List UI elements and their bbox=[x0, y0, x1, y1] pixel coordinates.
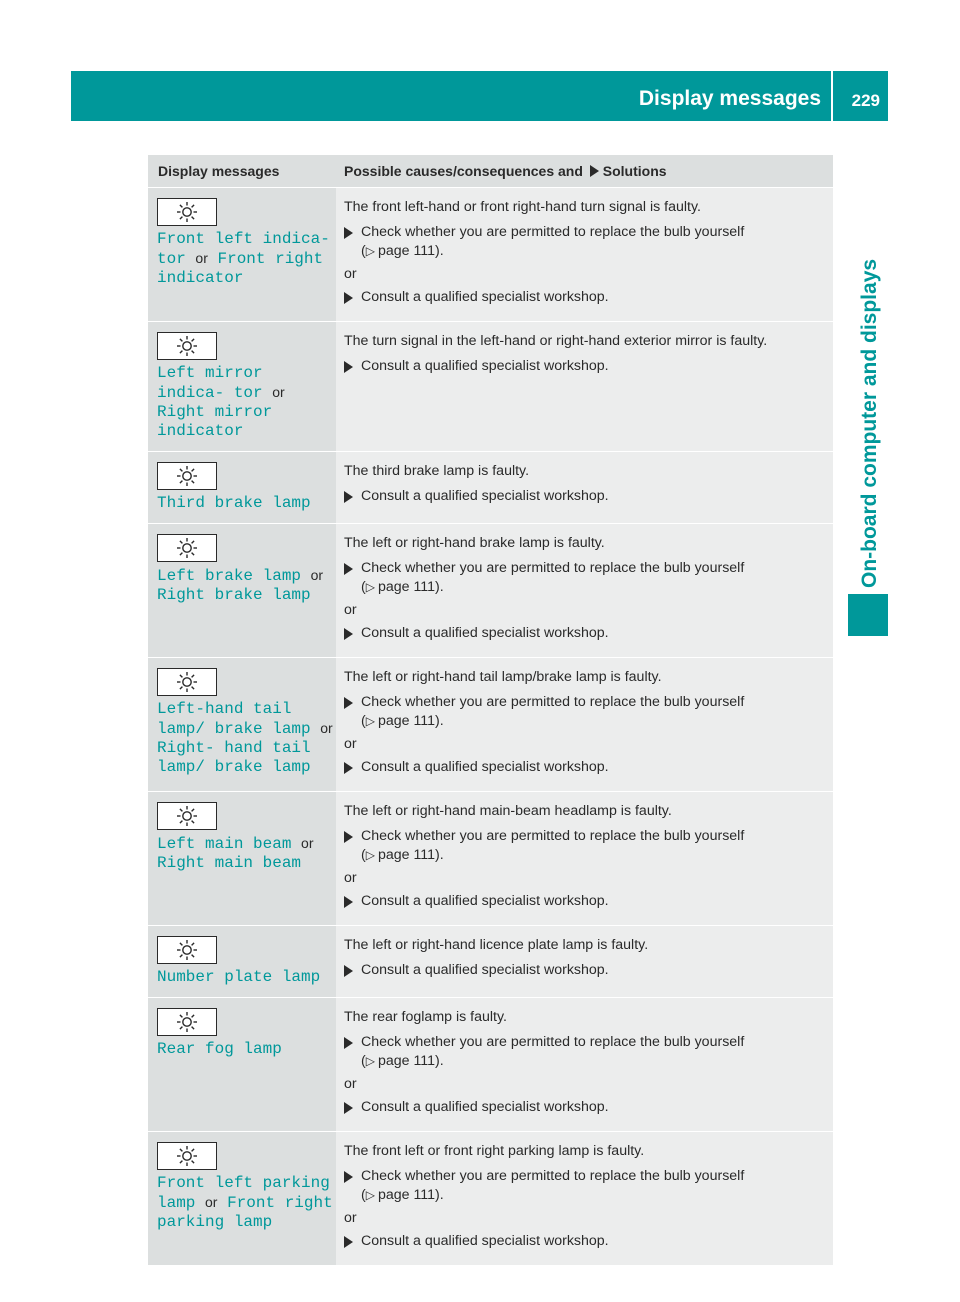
solution-step bbox=[344, 1098, 825, 1117]
arrow-right-icon bbox=[344, 361, 353, 373]
column-header-solutions-label: Solutions bbox=[602, 163, 667, 179]
cause-text: The front left-hand or front right-hand turn signal is faulty. bbox=[344, 199, 701, 215]
cause-text: The front left or front right parking lamp is faulty. bbox=[344, 1143, 645, 1159]
solution-step bbox=[344, 357, 825, 376]
cause-text: The left or right-hand licence plate lamp is faulty. bbox=[344, 937, 649, 953]
solution-text: Consult a qualified specialist workshop. bbox=[361, 358, 609, 374]
table-row bbox=[148, 657, 833, 791]
solution-text: Check whether you are permitted to replace the bulb yourself bbox=[361, 1168, 745, 1184]
solution-text: Consult a qualified specialist workshop. bbox=[361, 1233, 609, 1249]
solution-step bbox=[344, 624, 825, 643]
solution-text: Consult a qualified specialist workshop. bbox=[361, 625, 609, 641]
or-text: or bbox=[205, 1194, 218, 1210]
table-row bbox=[148, 997, 833, 1131]
table-row bbox=[148, 451, 833, 523]
bulb-icon bbox=[157, 1142, 217, 1170]
display-message bbox=[157, 230, 336, 288]
page-reference-link[interactable]: page 111). bbox=[377, 1053, 444, 1069]
or-text: or bbox=[344, 736, 357, 752]
or-text: or bbox=[195, 250, 208, 266]
side-tab-marker bbox=[848, 594, 888, 636]
cause-text: The left or right-hand brake lamp is faulty. bbox=[344, 535, 605, 551]
side-tab-label: On-board computer and displays bbox=[858, 258, 881, 588]
page-ref-icon: ▷ bbox=[365, 1188, 375, 1202]
message-text: Left-hand tail lamp/ brake lamp bbox=[157, 700, 311, 738]
message-text: Left mirror indica‐ tor bbox=[157, 364, 263, 402]
table-body bbox=[148, 187, 833, 1265]
solution-text: Check whether you are permitted to replace the bulb yourself bbox=[361, 224, 745, 240]
message-cell bbox=[148, 792, 336, 925]
header-divider bbox=[831, 71, 833, 121]
message-cell bbox=[148, 1132, 336, 1265]
display-messages-table bbox=[148, 155, 833, 1265]
message-cell bbox=[148, 524, 336, 657]
arrow-right-icon bbox=[344, 1102, 353, 1114]
display-message bbox=[157, 1040, 336, 1059]
message-text-alt: Right main beam bbox=[157, 854, 302, 872]
solution-cell bbox=[336, 792, 833, 925]
cause-text: The left or right-hand main-beam headlamp is faulty. bbox=[344, 803, 672, 819]
message-text: Left brake lamp bbox=[157, 567, 302, 585]
solution-cell bbox=[336, 524, 833, 657]
arrow-right-icon bbox=[344, 628, 353, 640]
page-title: Display messages bbox=[638, 87, 821, 110]
message-text-alt: Right brake lamp bbox=[157, 586, 311, 604]
table-row bbox=[148, 791, 833, 925]
message-text: Front left indica‐ tor bbox=[157, 230, 330, 268]
message-text: Third brake lamp bbox=[157, 494, 311, 512]
solution-text: Consult a qualified specialist workshop. bbox=[361, 759, 609, 775]
solution-text: Consult a qualified specialist workshop. bbox=[361, 1099, 609, 1115]
solution-step bbox=[344, 758, 825, 777]
message-cell bbox=[148, 188, 336, 321]
message-cell bbox=[148, 322, 336, 451]
arrow-right-icon bbox=[344, 1037, 353, 1049]
table-row bbox=[148, 187, 833, 321]
solution-step bbox=[344, 892, 825, 911]
message-text-alt: Front right indicator bbox=[157, 250, 324, 287]
message-text-alt: Right- hand tail lamp/ brake lamp bbox=[157, 739, 311, 776]
solution-text: Check whether you are permitted to replace the bulb yourself bbox=[361, 1034, 745, 1050]
solution-text: Check whether you are permitted to replace the bulb yourself bbox=[361, 560, 745, 576]
solution-step: Check whether you are permitted to replace the bulb yourself (▷ page 111). bbox=[344, 1033, 825, 1071]
solution-cell bbox=[336, 1132, 833, 1265]
solution-cell bbox=[336, 452, 833, 523]
cause-text: The third brake lamp is faulty. bbox=[344, 463, 530, 479]
column-header-causes bbox=[328, 155, 833, 187]
arrow-right-icon bbox=[344, 697, 353, 709]
message-cell bbox=[148, 926, 336, 997]
display-message bbox=[157, 700, 336, 777]
arrow-right-icon bbox=[344, 1171, 353, 1183]
message-text-alt: Right mirror indicator bbox=[157, 403, 273, 440]
display-message bbox=[157, 566, 336, 605]
solution-step: Check whether you are permitted to replace the bulb yourself (▷ page 111). bbox=[344, 223, 825, 261]
solution-step bbox=[344, 288, 825, 307]
cause-text: The left or right-hand tail lamp/brake lamp is faulty. bbox=[344, 669, 662, 685]
display-message bbox=[157, 834, 336, 873]
page-number: 229 bbox=[851, 91, 880, 110]
arrow-right-icon bbox=[344, 491, 353, 503]
table-row bbox=[148, 523, 833, 657]
or-text: or bbox=[344, 1076, 357, 1092]
cause-text: The rear foglamp is faulty. bbox=[344, 1009, 507, 1025]
solution-text: Check whether you are permitted to replace the bulb yourself bbox=[361, 694, 745, 710]
message-cell bbox=[148, 452, 336, 523]
page-ref-icon: ▷ bbox=[365, 714, 375, 728]
bulb-icon bbox=[157, 198, 217, 226]
message-cell bbox=[148, 658, 336, 791]
page-reference-link[interactable]: page 111). bbox=[377, 713, 444, 729]
solution-cell bbox=[336, 322, 833, 451]
or-text: or bbox=[301, 835, 314, 851]
bulb-icon bbox=[157, 668, 217, 696]
solution-text: Consult a qualified specialist workshop. bbox=[361, 893, 609, 909]
page-reference-link[interactable]: page 111). bbox=[377, 1187, 444, 1203]
bulb-icon bbox=[157, 462, 217, 490]
bulb-icon bbox=[157, 802, 217, 830]
solution-step: Check whether you are permitted to replace the bulb yourself (▷ page 111). bbox=[344, 693, 825, 731]
display-message bbox=[157, 1174, 336, 1232]
bulb-icon bbox=[157, 1008, 217, 1036]
solution-text: Consult a qualified specialist workshop. bbox=[361, 488, 609, 504]
bulb-icon bbox=[157, 332, 217, 360]
page-ref-icon: ▷ bbox=[365, 1054, 375, 1068]
message-text: Left main beam bbox=[157, 835, 292, 853]
or-text: or bbox=[344, 1210, 357, 1226]
message-cell bbox=[148, 998, 336, 1131]
side-tab bbox=[834, 148, 882, 588]
message-text-alt: Front right parking lamp bbox=[157, 1194, 333, 1231]
arrow-right-icon bbox=[344, 292, 353, 304]
solution-text: Check whether you are permitted to replace the bulb yourself bbox=[361, 828, 745, 844]
column-header-messages: Display messages bbox=[158, 163, 280, 179]
bulb-icon bbox=[157, 936, 217, 964]
table-header bbox=[148, 155, 833, 187]
column-header-causes-label: Possible causes/consequences and bbox=[344, 163, 583, 179]
arrow-right-icon bbox=[344, 227, 353, 239]
arrow-right-icon bbox=[344, 1236, 353, 1248]
table-row bbox=[148, 1131, 833, 1265]
page-reference-link[interactable]: page 111). bbox=[377, 579, 444, 595]
solution-step: Check whether you are permitted to replace the bulb yourself (▷ page 111). bbox=[344, 559, 825, 597]
or-text: or bbox=[344, 602, 357, 618]
message-text: Front left parking lamp bbox=[157, 1174, 330, 1212]
or-text: or bbox=[320, 720, 333, 736]
bulb-icon bbox=[157, 534, 217, 562]
header-bar bbox=[71, 71, 888, 121]
arrow-right-icon bbox=[344, 831, 353, 843]
page-ref-icon: ▷ bbox=[365, 848, 375, 862]
cause-text: The turn signal in the left-hand or right-hand exterior mirror is faulty. bbox=[344, 333, 768, 349]
arrow-right-icon bbox=[344, 965, 353, 977]
arrow-right-icon bbox=[344, 762, 353, 774]
solution-step bbox=[344, 961, 825, 980]
display-message bbox=[157, 494, 336, 513]
arrow-right-icon bbox=[344, 896, 353, 908]
solution-step: Check whether you are permitted to replace the bulb yourself (▷ page 111). bbox=[344, 827, 825, 865]
page-reference-link[interactable]: page 111). bbox=[377, 847, 444, 863]
solution-step bbox=[344, 487, 825, 506]
page-ref-icon: ▷ bbox=[365, 244, 375, 258]
message-text: Number plate lamp bbox=[157, 968, 321, 986]
solution-step: Check whether you are permitted to replace the bulb yourself (▷ page 111). bbox=[344, 1167, 825, 1205]
or-text: or bbox=[344, 266, 357, 282]
page-reference-link[interactable]: page 111). bbox=[377, 243, 444, 259]
or-text: or bbox=[272, 384, 285, 400]
solution-cell bbox=[336, 926, 833, 997]
solution-text: Consult a qualified specialist workshop. bbox=[361, 962, 609, 978]
arrow-right-icon bbox=[344, 563, 353, 575]
solution-cell bbox=[336, 188, 833, 321]
display-message bbox=[157, 968, 336, 987]
display-message bbox=[157, 364, 336, 441]
table-row bbox=[148, 321, 833, 451]
page-ref-icon: ▷ bbox=[365, 580, 375, 594]
message-text: Rear fog lamp bbox=[157, 1040, 282, 1058]
arrow-right-icon bbox=[590, 165, 599, 177]
solution-cell bbox=[336, 998, 833, 1131]
or-text: or bbox=[344, 870, 357, 886]
or-text: or bbox=[310, 567, 324, 583]
solution-cell bbox=[336, 658, 833, 791]
solution-text: Consult a qualified specialist workshop. bbox=[361, 289, 609, 305]
solution-step bbox=[344, 1232, 825, 1251]
table-row bbox=[148, 925, 833, 997]
